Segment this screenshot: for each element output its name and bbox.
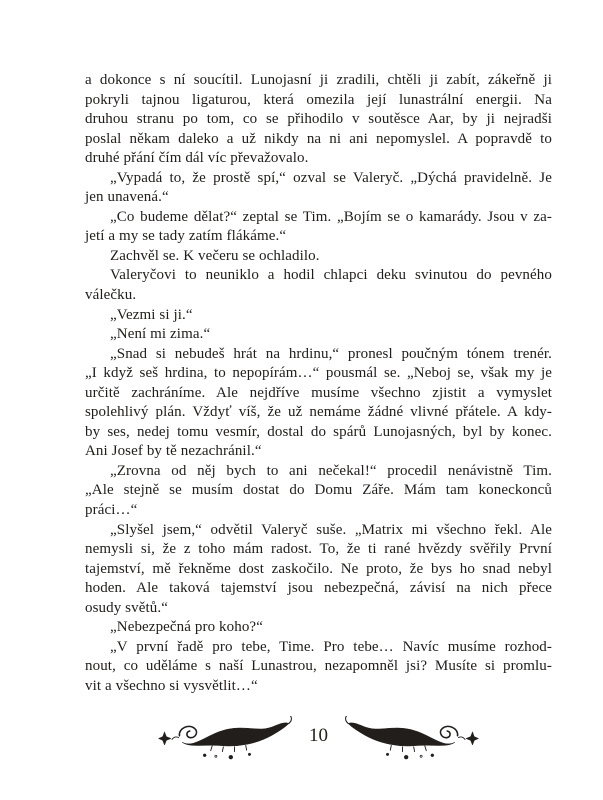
text-line: práci…“ xyxy=(85,502,138,519)
text-line: nout, co uděláme s naší Lunastrou, nezapomněl jsi? Musíte si promlu- xyxy=(85,658,552,675)
text-line: „Vypadá to, že prostě spí,“ ozval se Valeryč. „Dýchá pravidelně. Je xyxy=(110,169,552,186)
text-line: by ses, nedej tomu vesmír, dostal do spárů Lunojasných, byl by konec. xyxy=(85,423,552,440)
text-line: spolehlivý plán. Vždyť víš, že už nemáme žádné vlivné přátele. A kdy- xyxy=(85,404,552,421)
text-line: tajemství, mě řekněme dost zaskočilo. Ne proto, že bys ho snad nebyl xyxy=(85,560,552,577)
page-footer xyxy=(85,714,552,762)
text-line: Valeryčovi to neuniklo a hodil chlapci deku svinutou do pevného xyxy=(110,267,552,284)
text-line: pokryli tajnou ligaturou, která omezila její lunastrální energii. Na xyxy=(85,91,552,108)
text-line: jen unavená.“ xyxy=(85,189,169,206)
text-line: „Ale stejně se musím dostat do Domu Záře. Mám tam koneckonců xyxy=(85,482,552,499)
text-line: určitě zachráníme. Ale nejdříve musíme všechno zjistit a vymyslet xyxy=(85,384,552,401)
text-line: hoden. Ale taková tajemství jsou nebezpečná, závisí na nich přece xyxy=(85,580,552,597)
text-line: Ani Josef by tě nezachránil.“ xyxy=(85,443,262,460)
text-line: osudy světů.“ xyxy=(85,599,168,616)
text-line: „Vezmi si ji.“ xyxy=(110,306,193,323)
text-line: poslal někam daleko a už nikdy na ni ani nepomyslel. A popravdě to xyxy=(85,130,552,147)
flourish-right-ornament xyxy=(339,716,479,761)
text-line: nemysli si, že z toho mám radost. To, že ti rané hvězdy svěřily První xyxy=(85,541,552,558)
text-line: válečku. xyxy=(85,287,137,304)
text-line: jetí a my se tady zatím flákáme.“ xyxy=(85,228,287,245)
text-line: „Zrovna od něj bych to ani nečekal!“ procedil nenávistně Tim. xyxy=(110,462,552,479)
text-line: „V první řadě pro tebe, Time. Pro tebe… Navíc musíme rozhod- xyxy=(110,638,552,655)
text-line: „Slyšel jsem,“ odvětil Valeryč suše. „Matrix mi všechno řekl. Ale xyxy=(110,521,552,538)
text-line: „I když seš hrdina, to nepopírám…“ pousmál se. „Neboj se, však my je xyxy=(85,365,552,382)
text-line: a dokonce s ní soucítil. Lunojasní ji zradili, chtěli ji zabít, zákeřně ji xyxy=(85,72,552,88)
body-text xyxy=(85,71,552,697)
text-line: Zachvěl se. K večeru se ochladilo. xyxy=(110,247,320,264)
flourish-left-ornament xyxy=(158,716,298,761)
text-line: druhé přání čím dál víc převažovalo. xyxy=(85,150,309,167)
text-line: druhou stranu po tom, co se přihodilo v soutěsce Aar, by ji nejradši xyxy=(85,111,552,128)
text-line: „Co budeme dělat?“ zeptal se Tim. „Bojím se o kamarády. Jsou v za- xyxy=(110,208,552,225)
text-line: „Není mi zima.“ xyxy=(110,326,211,343)
text-line: vit a všechno si vysvětlit…“ xyxy=(85,677,258,694)
page-number: 10 xyxy=(309,724,328,746)
text-line: „Snad si nebudeš hrát na hrdinu,“ pronesl poučným tónem trenér. xyxy=(110,345,552,362)
text-line: „Nebezpečná pro koho?“ xyxy=(110,619,263,636)
